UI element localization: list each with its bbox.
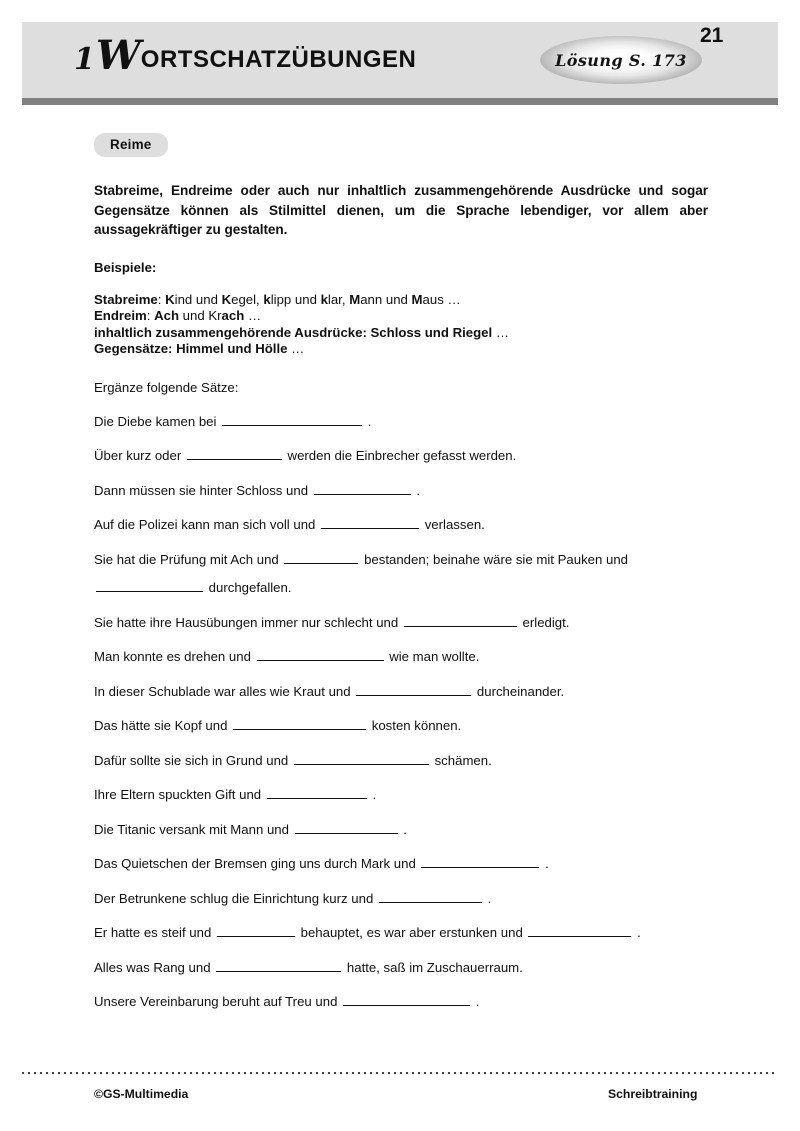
example-text-run: … xyxy=(492,324,510,340)
exercise-sentence xyxy=(94,959,708,976)
sentence-text: werden die Einbrecher gefasst werden. xyxy=(283,448,517,464)
example-text-run: und Kr xyxy=(179,308,222,324)
fill-in-blank[interactable] xyxy=(295,821,398,834)
exercise-sentence xyxy=(94,516,708,533)
sentence-text: Sie hatte ihre Hausübungen immer nur schlecht und xyxy=(94,614,402,630)
fill-in-blank[interactable] xyxy=(356,683,471,696)
sentence-text: . xyxy=(364,413,372,429)
example-text-run: … xyxy=(287,341,305,357)
fill-in-blank[interactable] xyxy=(284,551,358,564)
sentence-text: Der Betrunkene schlug die Einrichtung kurz und xyxy=(94,890,377,906)
fill-in-blank[interactable] xyxy=(233,717,366,730)
sentence-text: Man konnte es drehen und xyxy=(94,649,255,665)
example-line-stabreime xyxy=(94,292,708,309)
worksheet-content xyxy=(94,181,708,1028)
sentence-text: durcheinander. xyxy=(473,683,565,699)
fill-in-blank[interactable] xyxy=(187,447,282,460)
exercise-sentence xyxy=(94,551,708,568)
solution-reference-badge xyxy=(540,36,702,84)
exercise-sentence-list xyxy=(94,413,708,1011)
example-text-run: egel, xyxy=(231,291,264,307)
page-title-rest: ORTSCHATZÜBUNGEN xyxy=(140,46,417,73)
example-text-run: aus … xyxy=(422,291,461,307)
sentence-text: Alles was Rang und xyxy=(94,959,215,975)
page-title-initial: W xyxy=(95,32,141,79)
section-label-reime: Reime xyxy=(94,133,168,157)
sentence-text: Über kurz oder xyxy=(94,448,185,464)
example-text-run: ind und xyxy=(174,291,222,307)
example-line-endreim xyxy=(94,308,708,325)
fill-in-blank[interactable] xyxy=(528,924,631,937)
exercise-sentence xyxy=(94,924,708,941)
example-text-run: Gegensätze: Himmel und Hölle xyxy=(94,341,288,357)
exercise-sentence xyxy=(94,855,708,872)
sentence-text: Er hatte es steif und xyxy=(94,925,215,941)
exercise-sentence xyxy=(94,413,708,430)
example-text-run: M xyxy=(411,291,423,307)
intro-paragraph: Stabreime, Endreime oder auch nur inhaltlich zusammengehörende Ausdrücke und sogar Gegensätze können als Stilmittel dienen, um die Sprache lebendiger, vor allem aber aussagekräftiger zu gestalten. xyxy=(94,183,708,237)
example-line-gegensaetze xyxy=(94,341,708,358)
fill-in-blank[interactable] xyxy=(216,959,341,972)
sentence-text: bestanden; beinahe wäre sie mit Pauken und xyxy=(360,551,629,567)
sentence-text: Dann müssen sie hinter Schloss und xyxy=(94,482,312,498)
fill-in-blank[interactable] xyxy=(267,786,367,799)
footer-divider xyxy=(22,1072,778,1074)
exercise-sentence xyxy=(94,821,708,838)
task-instruction: Ergänze folgende Sätze: xyxy=(94,379,239,395)
sentence-text: . xyxy=(541,856,549,872)
example-text-run: ann und xyxy=(360,291,412,307)
sentence-text: Ihre Eltern spuckten Gift und xyxy=(94,787,265,803)
fill-in-blank[interactable] xyxy=(257,648,384,661)
example-line-inhaltlich xyxy=(94,325,708,342)
example-text-run: Stabreime xyxy=(94,291,158,307)
sentence-text: . xyxy=(633,925,641,941)
fill-in-blank[interactable] xyxy=(404,614,517,627)
example-text-run: K xyxy=(165,291,175,307)
sentence-text: verlassen. xyxy=(421,517,485,533)
sentence-text: Sie hat die Prüfung mit Ach und xyxy=(94,551,283,567)
exercise-sentence xyxy=(94,993,708,1010)
sentence-text: In dieser Schublade war alles wie Kraut und xyxy=(94,683,355,699)
footer-series-title: Schreibtraining xyxy=(608,1087,698,1101)
sentence-text: kosten können. xyxy=(368,718,462,734)
exercise-sentence xyxy=(94,752,708,769)
example-text-run: inhaltlich zusammengehörende Ausdrücke: Schloss und Riegel xyxy=(94,324,493,340)
fill-in-blank[interactable] xyxy=(379,890,482,903)
exercise-sentence xyxy=(94,447,708,464)
sentence-text: behauptet, es war aber erstunken und xyxy=(296,925,527,941)
page-header xyxy=(22,22,778,106)
solution-reference-label: Lösung S. 173 xyxy=(555,50,687,70)
example-text-run: ach xyxy=(221,308,245,324)
example-text-run: Ach xyxy=(154,308,180,324)
fill-in-blank[interactable] xyxy=(314,482,411,495)
exercise-sentence xyxy=(94,579,708,596)
exercise-sentence xyxy=(94,614,708,631)
fill-in-blank[interactable] xyxy=(217,924,295,937)
sentence-text: . xyxy=(412,482,421,498)
fill-in-blank[interactable] xyxy=(222,413,362,426)
exercise-sentence xyxy=(94,786,708,803)
exercise-sentence xyxy=(94,683,708,700)
sentence-text: Das hätte sie Kopf und xyxy=(94,718,232,734)
header-divider-rule xyxy=(22,98,778,105)
example-text-run: Endreim xyxy=(94,308,147,324)
sentence-text: . xyxy=(472,994,480,1010)
fill-in-blank[interactable] xyxy=(321,516,419,529)
exercise-sentence xyxy=(94,648,708,665)
fill-in-blank[interactable] xyxy=(294,752,429,765)
fill-in-blank[interactable] xyxy=(96,579,203,592)
sentence-text: . xyxy=(368,787,377,803)
examples-list xyxy=(94,292,708,358)
example-text-run: : xyxy=(146,308,155,324)
example-text-run: k xyxy=(320,291,328,307)
sentence-text: durchgefallen. xyxy=(205,580,292,596)
example-text-run: … xyxy=(244,308,262,324)
sentence-text: Dafür sollte sie sich in Grund und xyxy=(94,752,292,768)
sentence-text: Die Diebe kamen bei xyxy=(94,413,221,429)
sentence-text: . xyxy=(399,821,407,837)
page-title xyxy=(74,32,417,79)
fill-in-blank[interactable] xyxy=(421,855,539,868)
sentence-text: Das Quietschen der Bremsen ging uns durch Mark und xyxy=(94,856,420,872)
sentence-text: Unsere Vereinbarung beruht auf Treu und xyxy=(94,994,342,1010)
exercise-sentence xyxy=(94,717,708,734)
sentence-text: erledigt. xyxy=(518,614,570,630)
footer-copyright: ©GS-Multimedia xyxy=(94,1087,189,1101)
example-text-run: lar, xyxy=(327,291,350,307)
example-text-run: : xyxy=(157,291,166,307)
sentence-text: hatte, saß im Zuschauerraum. xyxy=(343,959,523,975)
fill-in-blank[interactable] xyxy=(343,993,470,1006)
example-text-run: k xyxy=(263,291,271,307)
sentence-text: Auf die Polizei kann man sich voll und xyxy=(94,517,320,533)
page-title-number: 1 xyxy=(74,42,96,77)
exercise-sentence xyxy=(94,482,708,499)
sentence-text: wie man wollte. xyxy=(385,649,480,665)
sentence-text: schämen. xyxy=(430,752,492,768)
page-number: 21 xyxy=(700,24,724,47)
example-text-run: M xyxy=(349,291,361,307)
sentence-text: . xyxy=(483,890,492,906)
examples-heading: Beispiele: xyxy=(94,259,157,275)
exercise-sentence xyxy=(94,890,708,907)
sentence-text: Die Titanic versank mit Mann und xyxy=(94,821,293,837)
example-text-run: K xyxy=(221,291,232,307)
example-text-run: lipp und xyxy=(270,291,321,307)
